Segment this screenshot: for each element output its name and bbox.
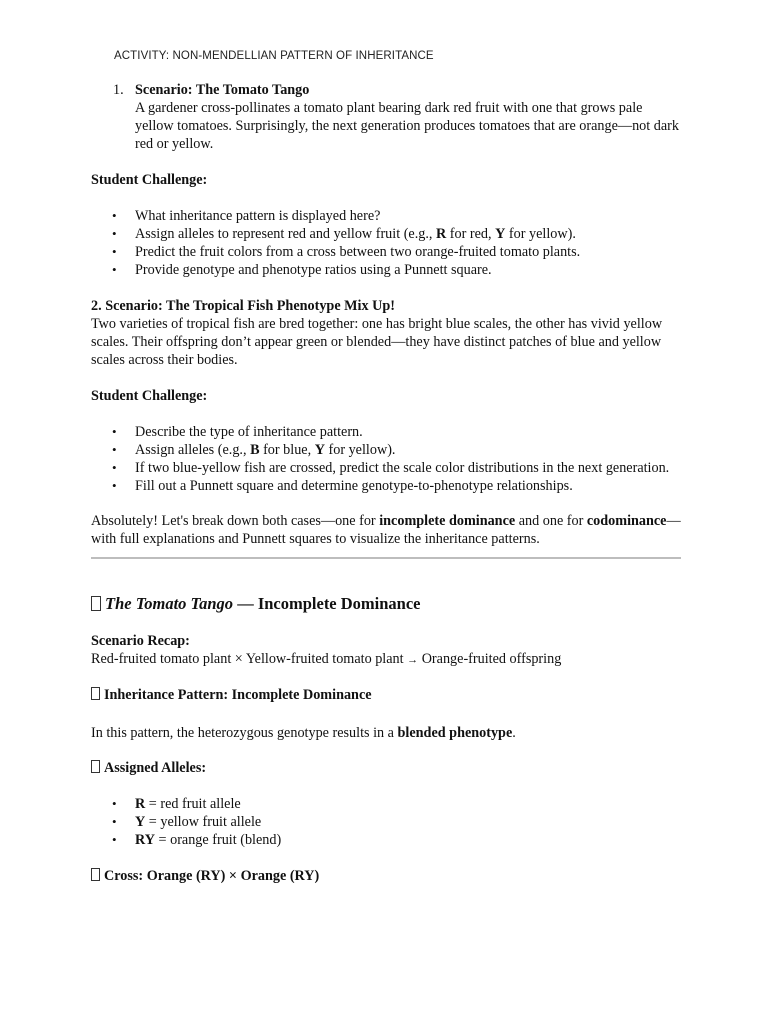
scenario-1 [91, 81, 681, 153]
dna-icon [91, 687, 100, 700]
cross-heading: Cross: Orange (RY) × Orange (RY) [91, 867, 681, 885]
challenge-2-list [91, 423, 681, 495]
list-item: • What inheritance pattern is displayed here? [91, 207, 681, 225]
scenario-recap-text: Red-fruited tomato plant × Yellow-fruited tomato plant → Orange-fruited offspring [91, 651, 562, 667]
document-body [91, 81, 681, 885]
tomato-icon [91, 596, 101, 611]
list-item: • Describe the type of inheritance pattern. [91, 423, 681, 441]
inheritance-pattern-heading: Inheritance Pattern: Incomplete Dominance [91, 686, 681, 704]
challenge-1-list [91, 207, 681, 279]
scenario-1-text: A gardener cross-pollinates a tomato plant bearing dark red fruit with one that grows pale yellow tomatoes. Surprisingly, the next generation produces tomatoes that are orange—not dark red or yellow. [135, 100, 679, 152]
alleles-list [91, 795, 681, 849]
list-item: • Assign alleles to represent red and yellow fruit (e.g., R for red, Y for yellow). [91, 225, 681, 243]
scenario-2-text: Two varieties of tropical fish are bred together: one has bright blue scales, the other has vivid yellow scales. Their offspring don’t appear green or blended—they have distinct patches of blue and yellow scales across their bodies. [91, 316, 663, 368]
list-item: • RY = orange fruit (blend) [91, 831, 681, 849]
tag-icon [91, 760, 100, 773]
scenario-2-title: 2. Scenario: The Tropical Fish Phenotype Mix Up! [91, 298, 395, 314]
student-challenge-1-label: Student Challenge: [91, 172, 208, 188]
scenario-recap-label: Scenario Recap: [91, 633, 190, 649]
list-item: • Predict the fruit colors from a cross between two orange-fruited tomato plants. [91, 243, 681, 261]
page-header: ACTIVITY: NON-MENDELLIAN PATTERN OF INHERITANCE [114, 50, 434, 62]
arrow-icon: → [407, 654, 419, 666]
section-title: The Tomato Tango — Incomplete Dominance [91, 594, 681, 614]
scenario-1-title: Scenario: The Tomato Tango [135, 82, 310, 98]
horizontal-rule [91, 557, 681, 559]
cross-icon [91, 868, 100, 881]
assigned-alleles-heading: Assigned Alleles: [91, 759, 681, 777]
list-item: • Provide genotype and phenotype ratios using a Punnett square. [91, 261, 681, 279]
intro-paragraph: Absolutely! Let's break down both cases—one for incomplete dominance and one for codominance—with full explanations and Punnett squares to visualize the inheritance patterns. [91, 513, 681, 547]
list-item: • Assign alleles (e.g., B for blue, Y for yellow). [91, 441, 681, 459]
list-item: • Fill out a Punnett square and determine genotype-to-phenotype relationships. [91, 477, 681, 495]
pattern-description: In this pattern, the heterozygous genotype results in a blended phenotype. [91, 725, 516, 741]
list-item: • Y = yellow fruit allele [91, 813, 681, 831]
student-challenge-2-label: Student Challenge: [91, 388, 208, 404]
scenario-1-number: 1. [113, 82, 124, 98]
list-item: • R = red fruit allele [91, 795, 681, 813]
list-item: • If two blue-yellow fish are crossed, predict the scale color distributions in the next generation. [91, 459, 681, 477]
